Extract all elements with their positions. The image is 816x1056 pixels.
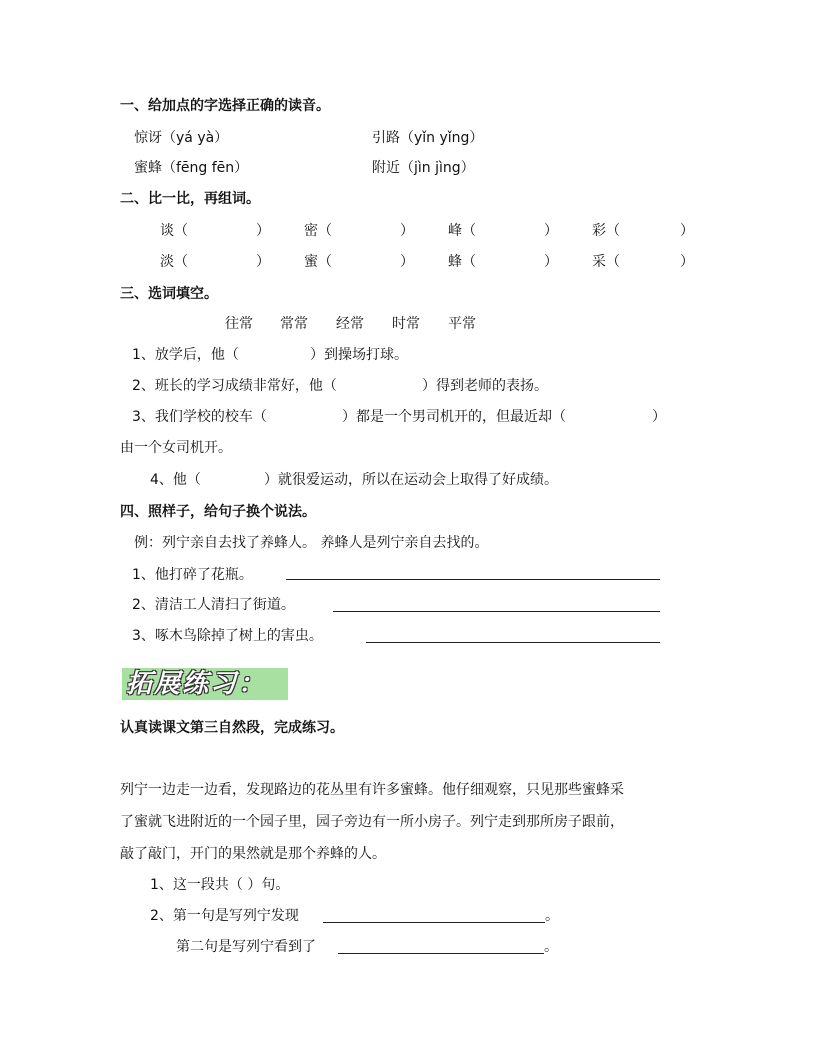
section4-heading: 四、照样子，给句子换个说法。 xyxy=(120,504,316,520)
reading-q3-end: 。 xyxy=(544,939,558,955)
item-mifeng: 蜜蜂（fēng fēn） xyxy=(134,160,249,176)
paragraph-line: 敲了敲门，开门的果然就是那个养蜂的人。 xyxy=(120,846,386,862)
word-option: 经常 xyxy=(336,316,364,332)
word-mi2: 蜜（ xyxy=(304,254,332,270)
reading-q1: 1、这一段共（ ）句。 xyxy=(150,877,290,893)
close-paren: ） xyxy=(256,254,270,270)
q2-text: 2、班长的学习成绩非常好，他（ xyxy=(132,378,337,394)
reading-q3: 第二句是写列宁看到了 xyxy=(176,939,316,955)
section2-heading: 二、比一比，再组词。 xyxy=(120,191,260,207)
answer-line[interactable] xyxy=(333,611,660,612)
close-paren: ） xyxy=(400,223,414,239)
section3-heading: 三、选词填空。 xyxy=(120,286,218,302)
close-paren: ） xyxy=(544,254,558,270)
q2-text-end: ）得到老师的表扬。 xyxy=(422,378,548,394)
word-option: 时常 xyxy=(392,316,420,332)
banner-text: 拓展练习： xyxy=(126,669,267,699)
answer-line[interactable] xyxy=(286,579,660,580)
q4-text: 4、他（ xyxy=(150,472,201,488)
q1-text-end: ）到操场打球。 xyxy=(310,347,408,363)
close-paren: ） xyxy=(680,223,694,239)
word-feng: 峰（ xyxy=(448,223,476,239)
word-option: 常常 xyxy=(280,316,308,332)
rewrite-q3: 3、啄木鸟除掉了树上的害虫。 xyxy=(132,628,323,644)
reading-q2: 2、第一句是写列宁发现 xyxy=(150,908,299,924)
paragraph-line: 了蜜就飞进附近的一个园子里，园子旁边有一所小房子。列宁走到那所房子跟前， xyxy=(120,814,624,830)
item-fujin: 附近（jìn jìng） xyxy=(372,160,475,176)
close-paren: ） xyxy=(544,223,558,239)
rewrite-q1: 1、他打碎了花瓶。 xyxy=(132,567,253,583)
rewrite-q2: 2、清洁工人清扫了街道。 xyxy=(132,597,295,613)
word-tan: 谈（ xyxy=(160,223,188,239)
example-sentence: 例：列宁亲自去找了养蜂人。 养蜂人是列宁亲自去找的。 xyxy=(134,535,489,551)
answer-line[interactable] xyxy=(323,922,545,923)
word-mi: 密（ xyxy=(304,223,332,239)
q3-text-close: ） xyxy=(652,409,666,425)
word-cai2: 采（ xyxy=(592,254,620,270)
close-paren: ） xyxy=(256,223,270,239)
q3-text: 3、我们学校的校车（ xyxy=(132,409,267,425)
word-option: 往常 xyxy=(225,316,253,332)
section5-heading: 认真读课文第三自然段，完成练习。 xyxy=(120,720,344,736)
section1-heading: 一、给加点的字选择正确的读音。 xyxy=(120,98,330,114)
extension-banner xyxy=(122,668,288,700)
answer-line[interactable] xyxy=(338,953,544,954)
q1-text: 1、放学后，他（ xyxy=(132,347,239,363)
paragraph-line: 列宁一边走一边看，发现路边的花丛里有许多蜜蜂。他仔细观察，只见那些蜜蜂采 xyxy=(120,782,624,798)
word-cai: 彩（ xyxy=(592,223,620,239)
close-paren: ） xyxy=(680,254,694,270)
item-jingya: 惊讶（yá yà） xyxy=(134,130,229,146)
q3-text-cont: 由一个女司机开。 xyxy=(120,440,232,456)
reading-q2-end: 。 xyxy=(545,908,559,924)
word-feng2: 蜂（ xyxy=(448,254,476,270)
word-dan: 淡（ xyxy=(160,254,188,270)
q4-text-end: ）就很爱运动，所以在运动会上取得了好成绩。 xyxy=(264,472,558,488)
answer-line[interactable] xyxy=(366,642,660,643)
q3-text-mid: ）都是一个男司机开的，但最近却（ xyxy=(342,409,566,425)
item-yinlu: 引路（yǐn yǐng） xyxy=(372,130,484,146)
close-paren: ） xyxy=(400,254,414,270)
word-option: 平常 xyxy=(448,316,476,332)
